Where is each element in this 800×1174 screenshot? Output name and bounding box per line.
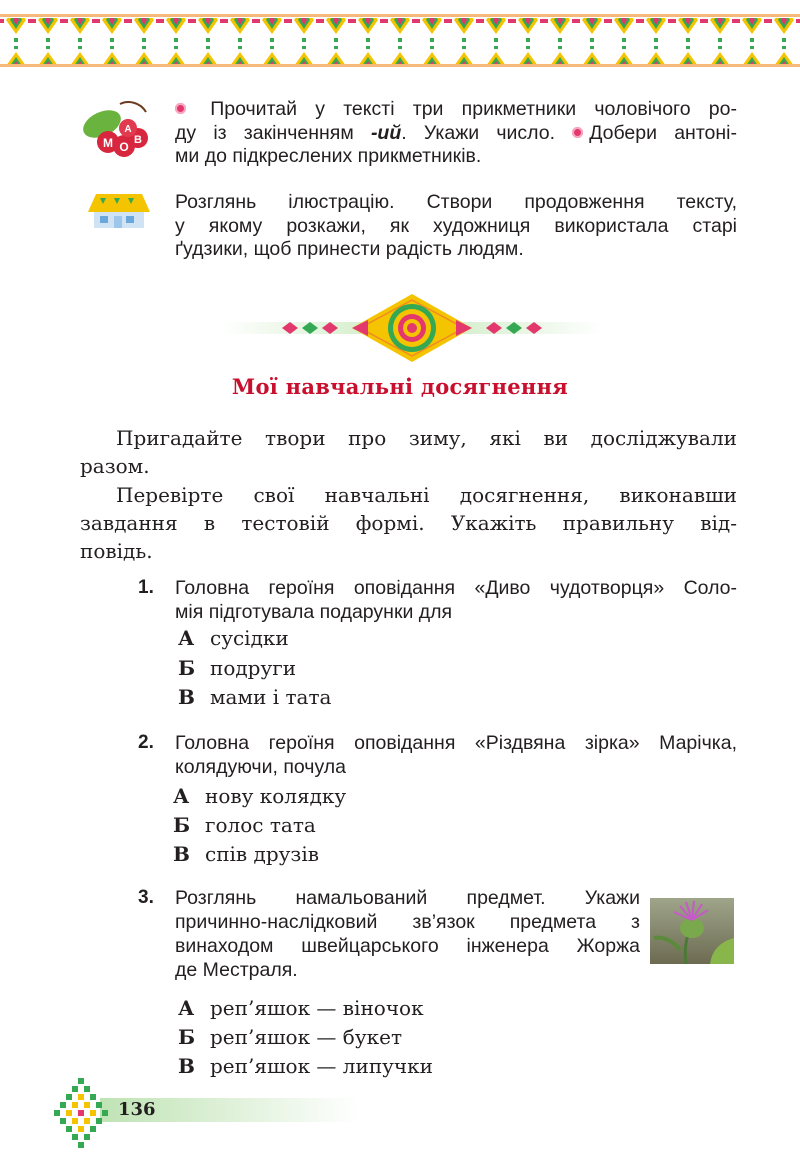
question-text: Головна героїня оповідання «Диво чудотворця» Соло- мія підготувала подарунки для [175,577,737,623]
task2-line1: Розглянь ілюстрацію. Створи продовження тексту, [175,191,737,213]
pink-bullet-icon [572,127,583,138]
answer-option[interactable]: Б подруги [178,656,297,680]
question-number: 1. [138,577,154,598]
corner-ornament [52,1078,112,1148]
task2-line2: у якому розкажи, як художниця використала старі [175,214,737,237]
burdock-illustration [650,898,734,964]
task1-line3: ми до підкреслених прикметників. [175,145,482,167]
answer-option[interactable]: А реп’яшок — віночок [178,996,424,1020]
icon-letter-m: М [103,136,113,150]
section-title: Мої навчальні досягнення [231,374,569,399]
ornament-divider [222,292,602,364]
answer-option[interactable]: В реп’яшок — липучки [178,1054,433,1078]
answer-option[interactable]: А сусідки [178,626,289,650]
icon-letter-v: В [134,134,142,146]
house-icon [86,190,152,232]
pink-bullet-icon [175,103,186,114]
mova-berries-icon [80,98,160,162]
answer-option[interactable]: В спів друзів [173,842,319,866]
question-text: Головна героїня оповідання «Різдвяна зірка» Марічка, колядуючи, почула [175,732,737,778]
intro-paragraph-1: Пригадайте твори про зиму, які ви досліджували разом. [80,426,737,478]
task2-text [175,191,737,262]
question-2 [0,731,800,871]
answer-option[interactable]: Б голос тата [173,813,316,837]
task1-line2: ду із закінченням -ий. Укажи число. Добери антоні- [175,121,737,144]
question-number: 3. [138,887,154,908]
icon-letter-a: А [124,124,132,135]
icon-letter-o: О [119,140,129,154]
page-number: 136 [118,1099,156,1120]
question-number: 2. [138,732,154,753]
task1-line1: Прочитай у тексті три прикметники чоловічого ро- [175,98,737,122]
top-ornament-border [0,0,800,80]
answer-option[interactable]: Б реп’яшок — букет [178,1025,403,1049]
ending-highlight: -ий [370,121,402,144]
task1-text [175,98,737,169]
answer-option[interactable]: А нову колядку [173,784,347,808]
answer-option[interactable]: В мами і тата [178,685,332,709]
question-1 [0,576,800,716]
task2-line3: ґудзики, щоб принести радість людям. [175,238,524,260]
intro-paragraph-2: Перевірте свої навчальні досягнення, виконавши завдання в тестовій формі. Укажіть правильну від- повідь. [80,483,737,563]
question-text: Розглянь намальований предмет. Укажи причинно-наслідковий зв’язок предмета з винаходом швейцарського інженера Жоржа де Местраля. [175,887,640,981]
